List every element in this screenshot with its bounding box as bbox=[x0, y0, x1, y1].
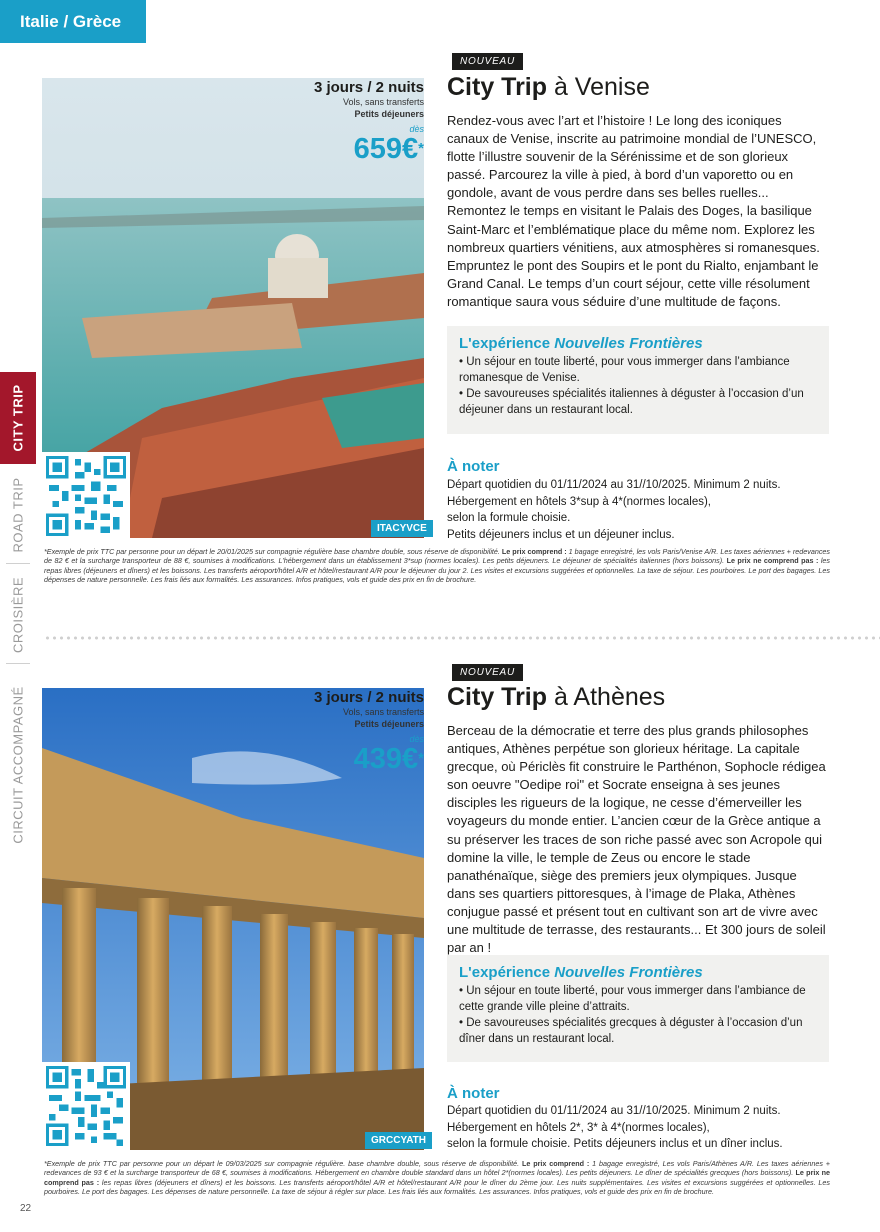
athens-price-from: dès bbox=[409, 734, 424, 744]
region-tag: Italie / Grèce bbox=[0, 0, 146, 43]
venice-meals: Petits déjeuners bbox=[354, 109, 424, 119]
athens-price: 439€* bbox=[353, 743, 424, 775]
venice-qr-code[interactable] bbox=[42, 452, 130, 540]
athens-note-text: Départ quotidien du 01/11/2024 au 31//10/2025. Minimum 2 nuits. Hébergement en hôtels 2*, 3* à 4*(normes locales), selon la formule choisie. Petits déjeuners inclus et un dîner inclus. bbox=[447, 1105, 783, 1150]
venice-new-badge: NOUVEAU bbox=[452, 53, 523, 70]
athens-note-title: À noter bbox=[447, 1085, 500, 1102]
venice-product-code: ITACYVCE bbox=[371, 520, 433, 537]
venice-price-from: dès bbox=[409, 124, 424, 134]
section-divider bbox=[44, 636, 880, 640]
venice-experience-item: • De savoureuses spécialités italiennes à déguster à l’occasion d’un déjeuner dans un restaurant local. bbox=[459, 388, 804, 416]
venice-note-title: À noter bbox=[447, 458, 500, 475]
venice-price: 659€* bbox=[353, 133, 424, 165]
venice-title: City Trip à Venise bbox=[447, 73, 650, 101]
side-tab-road-trip[interactable]: ROAD TRIP bbox=[0, 466, 36, 564]
athens-experience-box bbox=[447, 955, 829, 1062]
athens-footnote: *Exemple de prix TTC par personne pour un départ le 09/03/2025 sur compagnie régulière. base chambre double, sous réserve de disponibilité. Le prix comprend : 1 bagage enregistré, Les vols Paris/Athènes A/R. Les taxes aériennes + redevances de 93 € et la surcharge transporteur de 68 €, soumises à modifications. Hébergement en chambre double standard dans un hôtel 2*(normes locales). Les petits déjeuners. Le dîner de spécialités grecques (hors boissons). Le prix ne comprend pas : les repas libres (déjeuners et dîners) et les boissons. Les transferts aéroport/hôtel A/R et hôtel/restaurant A/R pour le dîner du 2ème jour. Les nuits supplémentaires. Les visites et excursions suggérées et optionnelles. Les pourboires. Le port des bagages. Les dépenses de nature personnelle. La taxe de séjour à régler sur place. Les frais liés aux formalités. Les assurances. Infos pratiques, vols et guide des prix en fin de brochure. bbox=[44, 1159, 831, 1197]
side-tab-circuit-accompagne[interactable]: CIRCUIT ACCOMPAGNÉ bbox=[10, 686, 26, 844]
athens-duration: 3 jours / 2 nuits bbox=[313, 689, 424, 706]
venice-footnote: *Exemple de prix TTC par personne pour un départ le 20/01/2025 sur compagnie régulière base chambre double, sous réserve de disponibilité. Le prix comprend : 1 bagage enregistré, les vols Paris/Venise A/R. Les taxes aériennes + redevances de 82 € et la surcharge transporteur de 88 €, soumises à modifications. L’hébergement dans un établissement 3*sup (normes locales). Les petits déjeuners. Le déjeuner de spécialités italiennes (hors boissons). Le prix ne comprend pas : les repas libres (déjeuners et dîners) et les boissons. Les transferts aéroport/hôtel A/R et hôtel/restaurant A/R pour le déjeuner du jour 2. Les visites et excursions suggérées et optionnelles. La taxe de séjour. Les pourboires. Le port des bagages. Les dépenses de nature personnelle. Les frais liés aux formalités. Les assurances. Infos pratiques, vols et guide des prix en fin de brochure. bbox=[44, 547, 831, 585]
athens-qr-code[interactable] bbox=[42, 1062, 130, 1150]
venice-price-block bbox=[314, 79, 424, 164]
athens-product-code: GRCCYATH bbox=[365, 1132, 432, 1149]
venice-experience-item: • Un séjour en toute liberté, pour vous immerger dans l’ambiance romanesque de Venise. bbox=[459, 356, 790, 384]
athens-transport: Vols, sans transferts bbox=[342, 707, 424, 717]
venice-transport: Vols, sans transferts bbox=[342, 97, 424, 107]
athens-experience-title: L'expérience Nouvelles Frontières bbox=[459, 964, 703, 981]
side-tab-croisiere[interactable]: CROISIÈRE bbox=[0, 566, 36, 664]
venice-experience-title: L'expérience Nouvelles Frontières bbox=[459, 335, 703, 352]
venice-description: Rendez-vous avec l’art et l’histoire ! Le long des iconiques canaux de Venise, inscrite au patrimoine mondial de l’UNESCO, flotte l’illustre souvenir de la Sérénissime et de son glorieux passé. Parcourez la ville à pied, à bord d’un vaporetto ou en gondole, avant de vous perdre dans ses belles ruelles... Remontez le temps en visitant le Palais des Doges, la basilique Saint-Marc et l’emblématique place du même nom. Explorez les nombreux quartiers vénitiens, aux atmosphères si romanesques. Empruntez le pont des Soupirs et le pont du Rialto, enjambant le Grand Canal. Le temps d’un court séjour, cette ville résolument romantique saura vous séduire d’une multitude de façons. bbox=[447, 113, 820, 309]
athens-description: Berceau de la démocratie et terre des plus grands philosophes antiques, Athènes perpétue son glorieux héritage. La capitale grecque, où Périclès fit construire le Parthénon, Sophocle rédigea son oeuvre "Oedipe roi" et Socrate enseigna à ses jeunes disciples les rigueurs de la logique, ne cesse d’émerveiller les voyageurs du monde entier. L’ancien cœur de la Grèce antique a su préserver les traces de son riche passé avec son Acropole qui domine la ville, le temple de Zeus ou encore le stade panathénaïque, siège des premiers jeux olympiques. Jusque dans ses quartiers pittoresques, à l’image de Plaka, Athènes conjugue passé et présent tout en cultivant son art de vivre avec une multitude de terrasse, des restaurants... Et 300 jours de soleil par an ! bbox=[447, 723, 826, 956]
athens-meals: Petits déjeuners bbox=[354, 719, 424, 729]
athens-experience-item: • De savoureuses spécialités grecques à déguster à l’occasion d’un dîner dans un restaurant local. bbox=[459, 1017, 803, 1045]
page-number: 22 bbox=[20, 1203, 32, 1214]
athens-experience-item: • Un séjour en toute liberté, pour vous immerger dans l’ambiance de cette grande ville pleine d’attraits. bbox=[459, 985, 806, 1013]
venice-experience-box bbox=[447, 326, 829, 434]
venice-note-text: Départ quotidien du 01/11/2024 au 31//10/2025. Minimum 2 nuits. Hébergement en hôtels 3*sup à 4*(normes locales), selon la formule choisie. Petits déjeuners inclus et un déjeuner inclus. bbox=[447, 479, 781, 541]
athens-price-block bbox=[314, 689, 424, 774]
venice-duration: 3 jours / 2 nuits bbox=[313, 79, 424, 96]
athens-new-badge: NOUVEAU bbox=[452, 664, 523, 681]
side-tab-city-trip[interactable]: CITY TRIP bbox=[0, 372, 36, 464]
athens-title: City Trip à Athènes bbox=[447, 683, 666, 711]
